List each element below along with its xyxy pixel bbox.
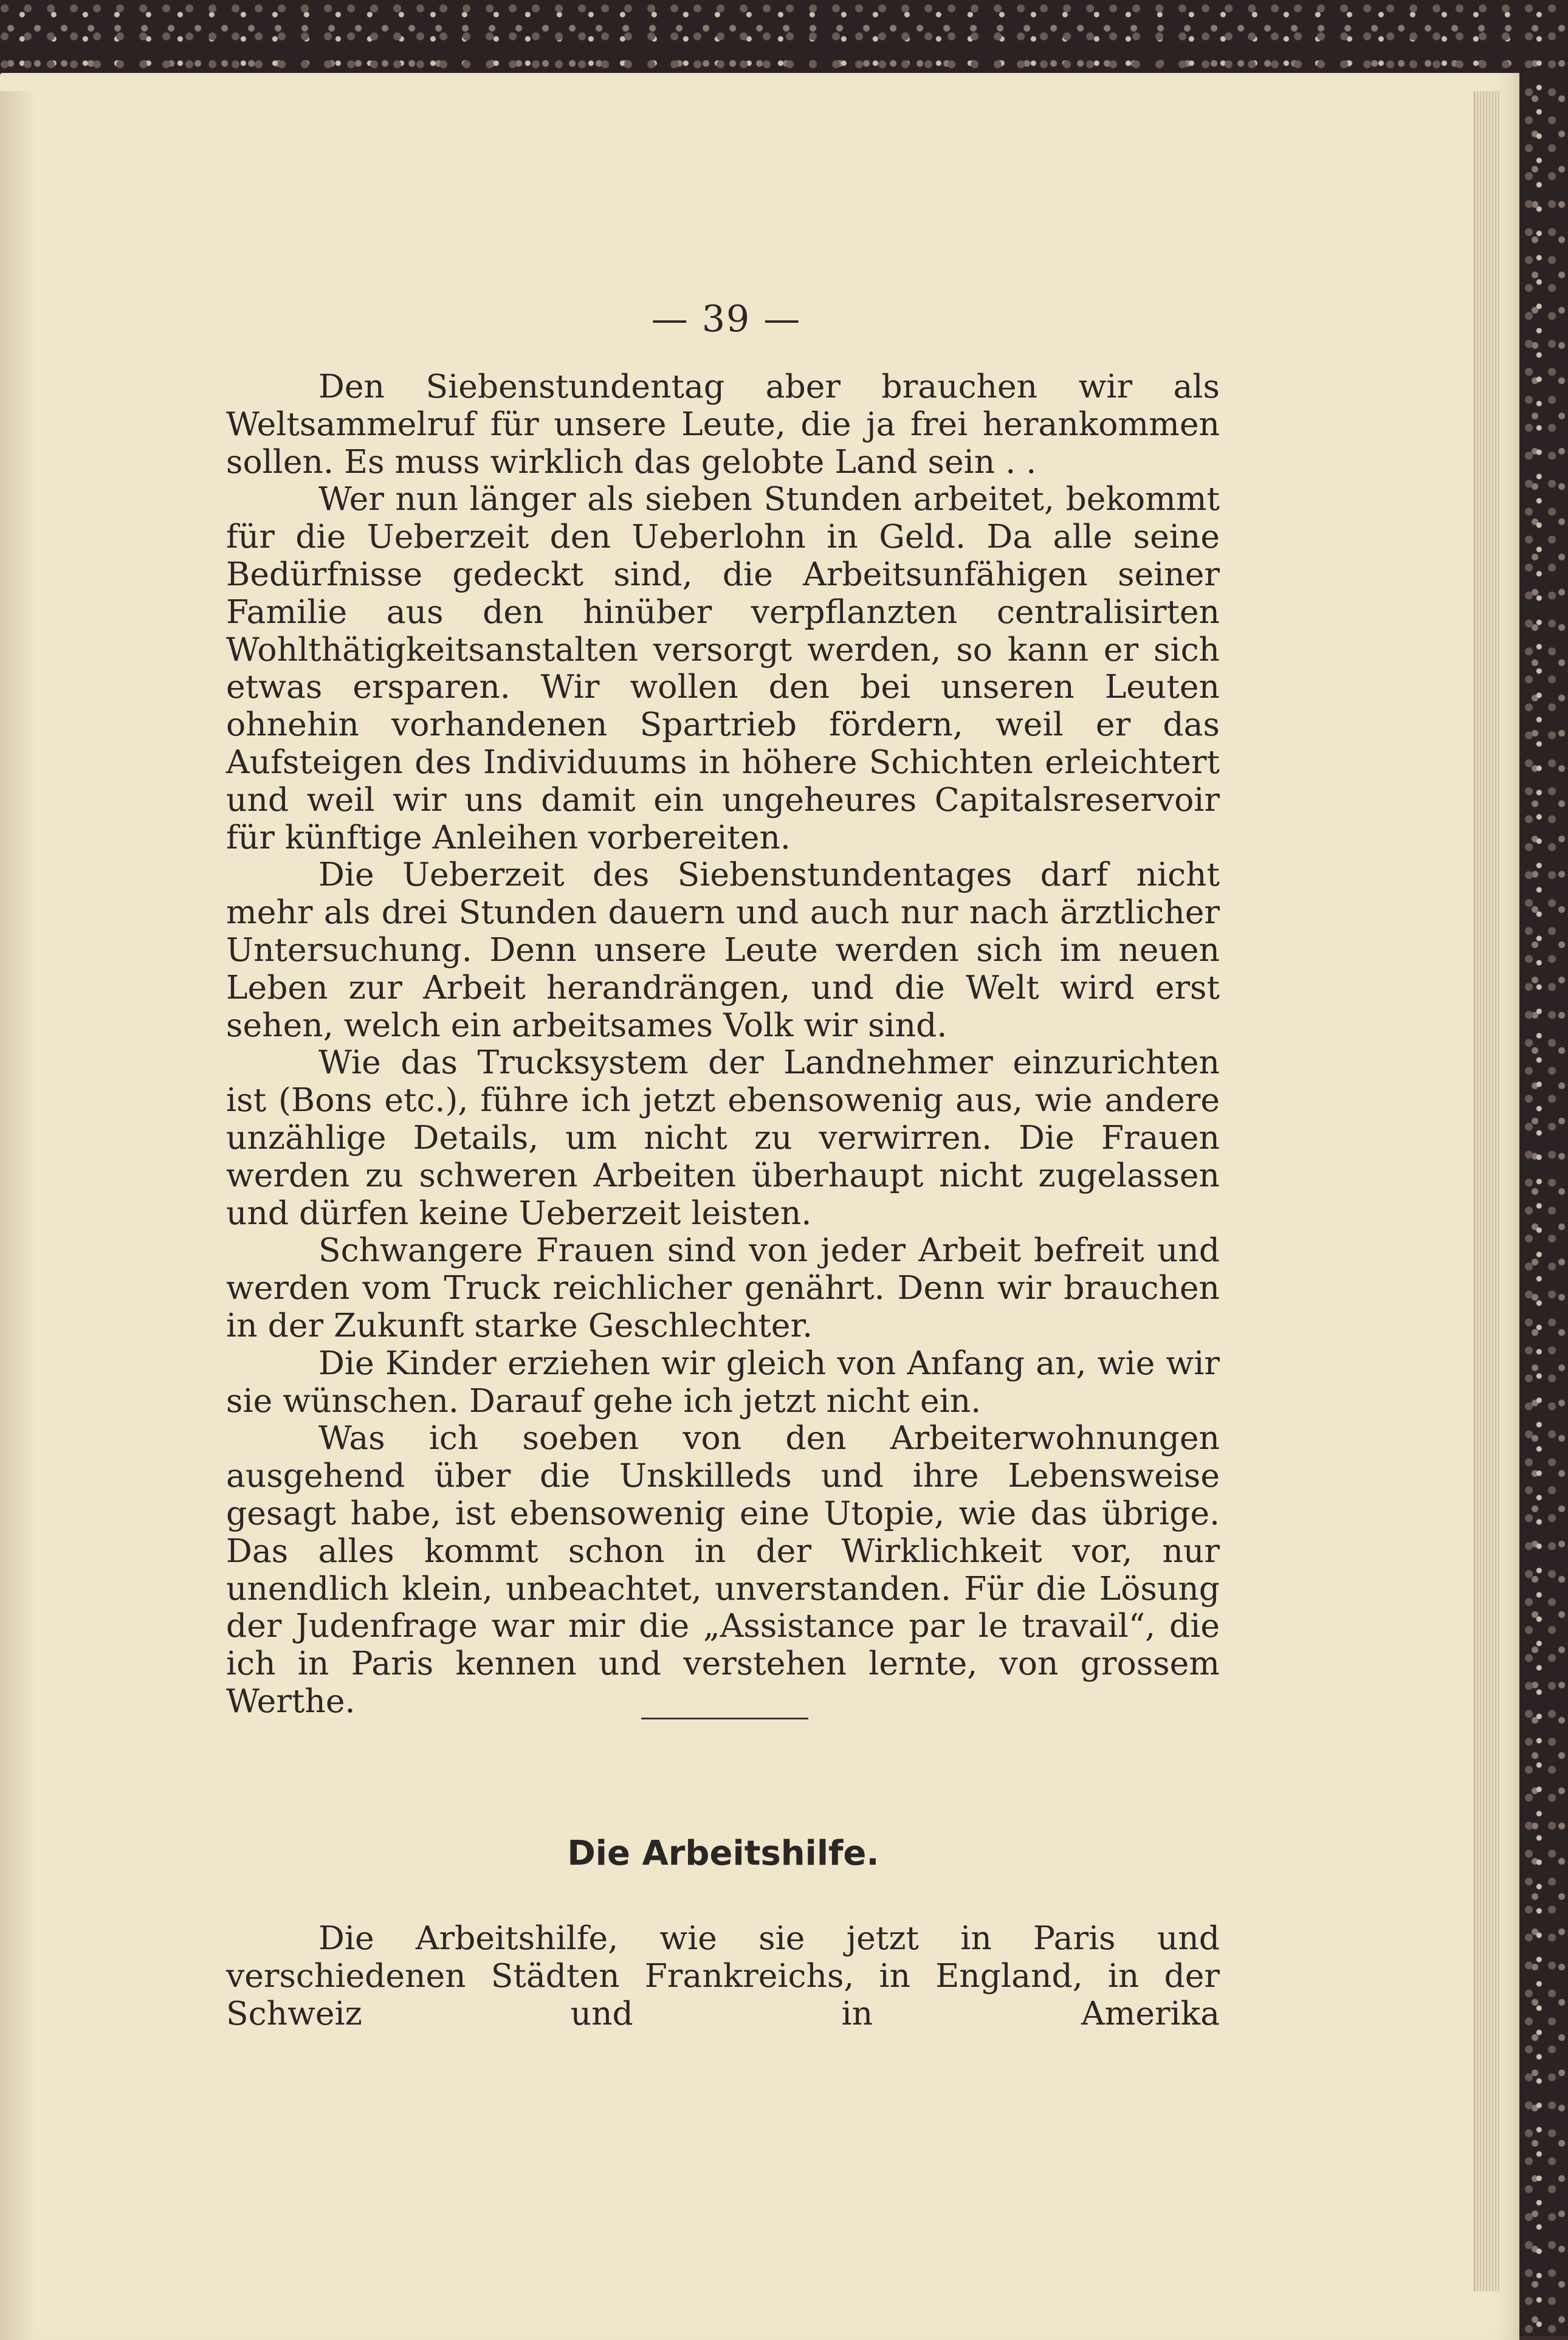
- section-divider: [641, 1718, 808, 1719]
- paragraph: Schwangere Frauen sind von jeder Arbeit befreit und werden vom Truck reichlicher genährt. Denn wir brauchen in der Zukunft starke Geschlechter.: [226, 1231, 1220, 1344]
- page-gutter: [0, 91, 36, 2340]
- page-number: — 39 —: [651, 298, 802, 340]
- section-heading: Die Arbeitshilfe.: [567, 1834, 879, 1873]
- paragraph: Wer nun länger als sieben Stunden arbeitet, bekommt für die Ueberzeit den Ueberlohn in Geld. Da alle seine Bedürfnisse gedeckt sind, die Arbeitsunfähigen seiner Familie aus den hinüber verpflanzten centralisirten Wohlthätigkeitsanstalten versorgt werden, so kann er sich etwas ersparen. Wir wollen den bei unseren Leuten ohnehin vorhandenen Spartrieb fördern, weil er das Aufsteigen des Individuums in höhere Schichten erleichtert und weil wir uns damit ein ungeheures Capitalsreservoir für künftige Anleihen vorbereiten.: [226, 480, 1220, 856]
- section-body-text: [226, 1919, 1220, 2032]
- paragraph: Die Ueberzeit des Siebenstundentages darf nicht mehr als drei Stunden dauern und auch nur nach ärztlicher Untersuchung. Denn unsere Leute werden sich im neuen Leben zur Arbeit herandrängen, und die Welt wird erst sehen, welch ein arbeitsames Volk wir sind.: [226, 855, 1220, 1044]
- paragraph: Die Arbeitshilfe, wie sie jetzt in Paris und verschiedenen Städten Frankreichs, in England, in der Schweiz und in Amerika: [226, 1919, 1220, 2032]
- body-text: [226, 368, 1220, 1720]
- page-edges: [1474, 91, 1499, 2291]
- paragraph: Was ich soeben von den Arbeiterwohnungen ausgehend über die Unskilleds und ihre Lebensweise gesagt habe, ist ebensowenig eine Utopie, wie das übrige. Das alles kommt schon in der Wirklichkeit vor, nur unendlich klein, unbeachtet, unverstanden. Für die Lösung der Judenfrage war mir die „Assistance par le travail“, die ich in Paris kennen und verstehen lernte, von grossem Werthe.: [226, 1419, 1220, 1720]
- paragraph: Die Kinder erziehen wir gleich von Anfang an, wie wir sie wünschen. Darauf gehe ich jetzt nicht ein.: [226, 1343, 1220, 1420]
- paragraph: Wie das Trucksystem der Landnehmer einzurichten ist (Bons etc.), führe ich jetzt ebensowenig aus, wie andere unzählige Details, um nicht zu verwirren. Die Frauen werden zu schweren Arbeiten überhaupt nicht zugelassen und dürfen keine Ueberzeit leisten.: [226, 1043, 1220, 1232]
- paragraph: Den Siebenstundentag aber brauchen wir als Weltsammelruf für unsere Leute, die ja frei herankommen sollen. Es muss wirklich das gelobte Land sein . .: [226, 367, 1220, 481]
